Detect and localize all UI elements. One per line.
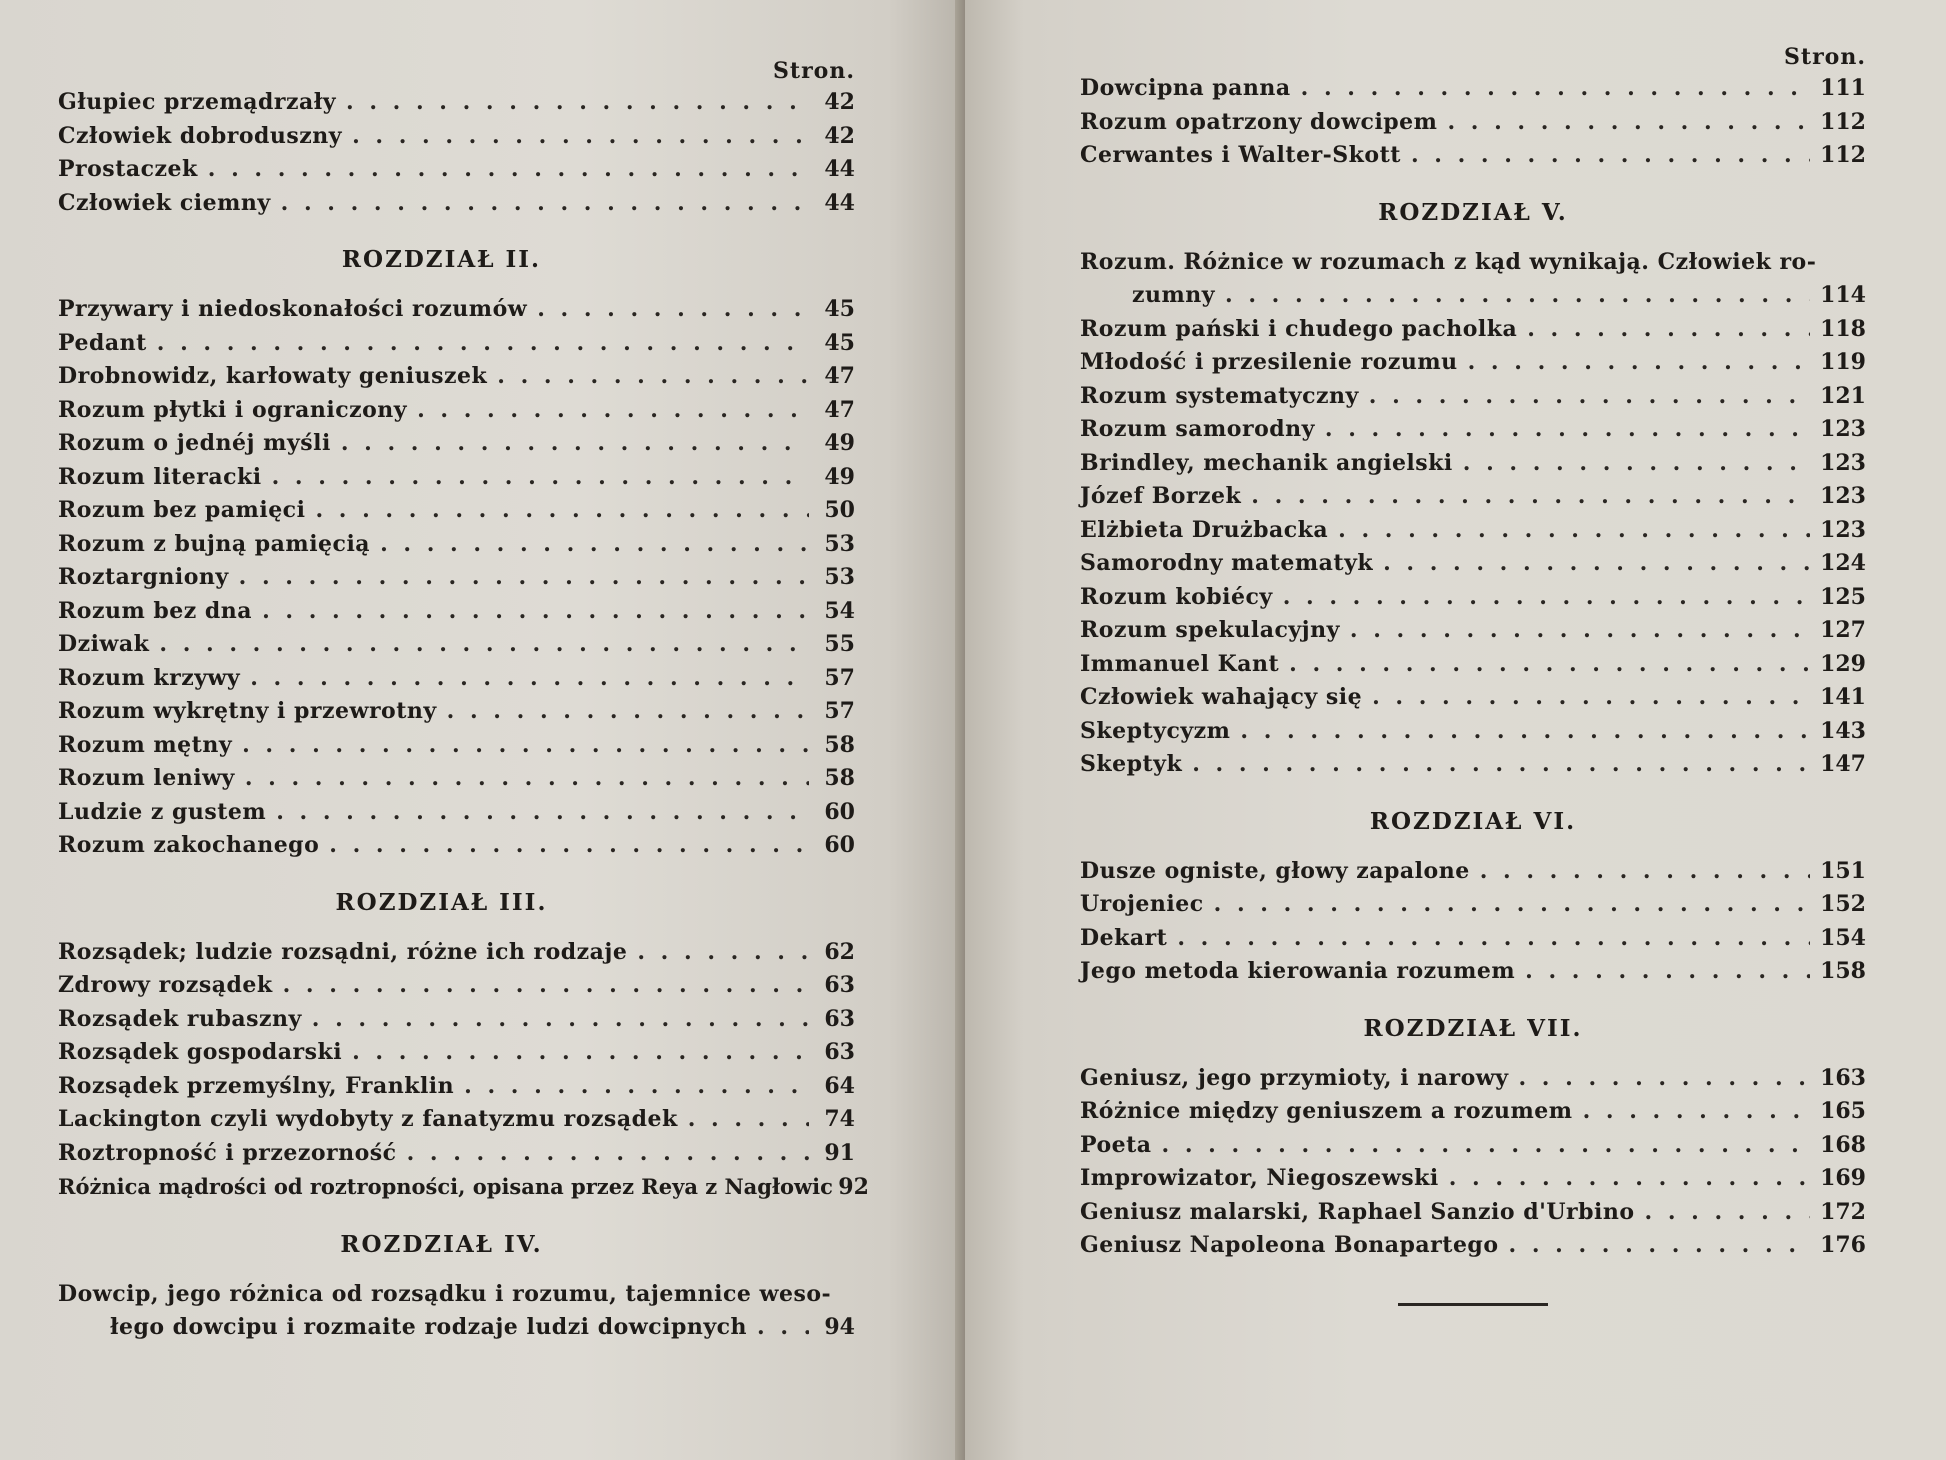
toc-entry: Rozum samorodny . . . 123: [1080, 413, 1866, 447]
chapter-heading: ROZDZIAŁ VII.: [1363, 1014, 1583, 1042]
toc-entry: Roztropność i przezorność . . . 91: [58, 1137, 855, 1171]
toc-entry: Prostaczek . . . 44: [58, 153, 855, 187]
toc-entry: Lackington czyli wydobyty z fanatyzmu rozsądek . . . 74: [58, 1103, 855, 1137]
chapter-7-list: [1080, 1062, 1866, 1263]
intro-list-left: [58, 86, 855, 220]
toc-entry: Rozum bez dna . . . 54: [58, 595, 855, 629]
toc-entry: Rozsądek; ludzie rozsądni, różne ich rodzaje . . . 62: [58, 936, 855, 970]
chapter-3-list: [58, 936, 869, 1205]
toc-entry: Geniusz, jego przymioty, i narowy . . . 163: [1080, 1062, 1866, 1096]
toc-entry: Różnice między geniuszem a rozumem . . . 165: [1080, 1095, 1866, 1129]
toc-entry: Rozum kobiécy . . . 125: [1080, 581, 1866, 615]
toc-entry: Skeptyk . . . 147: [1080, 748, 1866, 782]
toc-entry: Geniusz malarski, Raphael Sanzio d'Urbino . . . 172: [1080, 1196, 1866, 1230]
toc-entry: Rozum zakochanego . . . 60: [58, 829, 855, 863]
toc-entry: Głupiec przemądrzały . . . 42: [58, 86, 855, 120]
closing-rule: [1398, 1303, 1548, 1306]
toc-entry: Samorodny matematyk . . . 124: [1080, 547, 1866, 581]
toc-entry: Rozum bez pamięci . . . 50: [58, 494, 855, 528]
toc-entry: Roztargniony . . . 53: [58, 561, 855, 595]
toc-entry: Brindley, mechanik angielski . . . 123: [1080, 447, 1866, 481]
toc-entry: Rozum systematyczny . . . 121: [1080, 380, 1866, 414]
toc-entry-continuation: łego dowcipu i rozmaite rodzaje ludzi dowcipnych . . . 94: [58, 1311, 855, 1345]
chapter-heading: ROZDZIAŁ VI.: [1369, 807, 1577, 835]
chapter-5-list: [1080, 246, 1866, 782]
toc-entry: Rozum leniwy . . . 58: [58, 762, 855, 796]
toc-entry: Dziwak . . . 55: [58, 628, 855, 662]
chapter-2-list: [58, 293, 855, 863]
toc-entry: Ludzie z gustem . . . 60: [58, 796, 855, 830]
toc-entry-continuation: zumny . . . 114: [1080, 279, 1866, 313]
page-column-label: Stron.: [1784, 44, 1866, 70]
toc-entry: Jego metoda kierowania rozumem . . . 158: [1080, 955, 1866, 989]
chapter-6-list: [1080, 855, 1866, 989]
toc-entry: Rozum płytki i ograniczony . . . 47: [58, 394, 855, 428]
page-column-label: Stron.: [773, 58, 855, 84]
toc-entry: Rozum krzywy . . . 57: [58, 662, 855, 696]
toc-entry: Cerwantes i Walter-Skott . . . 112: [1080, 139, 1866, 173]
toc-entry: Poeta . . . 168: [1080, 1129, 1866, 1163]
left-page: [0, 0, 965, 1460]
toc-entry: Dowcipna panna . . . 111: [1080, 72, 1866, 106]
toc-entry: Immanuel Kant . . . 129: [1080, 648, 1866, 682]
toc-entry: Rozum opatrzony dowcipem . . . 112: [1080, 106, 1866, 140]
toc-entry: Improwizator, Niegoszewski . . . 169: [1080, 1162, 1866, 1196]
toc-entry: Człowiek wahający się . . . 141: [1080, 681, 1866, 715]
toc-entry: Józef Borzek . . . 123: [1080, 480, 1866, 514]
toc-entry: Różnica mądrości od roztropności, opisana przez Reya z Nagłowic 92: [58, 1174, 869, 1200]
toc-entry-line: Dowcip, jego różnica od rozsądku i rozumu, tajemnice weso-: [58, 1280, 832, 1307]
toc-entry: Rozum z bujną pamięcią . . . 53: [58, 528, 855, 562]
toc-entry: Rozum literacki . . . 49: [58, 461, 855, 495]
toc-entry: Rozsądek rubaszny . . . 63: [58, 1003, 855, 1037]
chapter-heading: ROZDZIAŁ V.: [1378, 198, 1568, 226]
chapter-heading: ROZDZIAŁ IV.: [340, 1230, 543, 1258]
toc-entry: Elżbieta Drużbacka . . . 123: [1080, 514, 1866, 548]
right-page: [965, 0, 1946, 1460]
chapter-heading: ROZDZIAŁ III.: [335, 888, 548, 916]
toc-entry: Człowiek ciemny . . . 44: [58, 187, 855, 221]
toc-entry: Dusze ogniste, głowy zapalone . . . 151: [1080, 855, 1866, 889]
toc-entry: Rozum wykrętny i przewrotny . . . 57: [58, 695, 855, 729]
toc-entry: Geniusz Napoleona Bonapartego . . . 176: [1080, 1229, 1866, 1263]
toc-entry: Przywary i niedoskonałości rozumów . . . 45: [58, 293, 855, 327]
toc-entry-line: Rozum. Różnice w rozumach z kąd wynikają. Człowiek ro-: [1080, 248, 1817, 275]
toc-entry: Pedant . . . 45: [58, 327, 855, 361]
toc-entry: Młodość i przesilenie rozumu . . . 119: [1080, 346, 1866, 380]
toc-entry: Rozsądek gospodarski . . . 63: [58, 1036, 855, 1070]
toc-entry: Drobnowidz, karłowaty geniuszek . . . 47: [58, 360, 855, 394]
toc-entry: Zdrowy rozsądek . . . 63: [58, 969, 855, 1003]
toc-entry: Skeptycyzm . . . 143: [1080, 715, 1866, 749]
toc-entry: Rozum mętny . . . 58: [58, 729, 855, 763]
toc-entry: Rozum pański i chudego pacholka . . . 118: [1080, 313, 1866, 347]
toc-entry: Człowiek dobroduszny . . . 42: [58, 120, 855, 154]
toc-entry: Rozum spekulacyjny . . . 127: [1080, 614, 1866, 648]
toc-entry: Dekart . . . 154: [1080, 922, 1866, 956]
chapter-4-list: [58, 1278, 855, 1345]
toc-entry: Rozsądek przemyślny, Franklin . . . 64: [58, 1070, 855, 1104]
chapter-heading: ROZDZIAŁ II.: [341, 246, 542, 273]
intro-list-right: [1080, 72, 1866, 173]
toc-entry: Rozum o jednéj myśli . . . 49: [58, 427, 855, 461]
toc-entry: Urojeniec . . . 152: [1080, 888, 1866, 922]
